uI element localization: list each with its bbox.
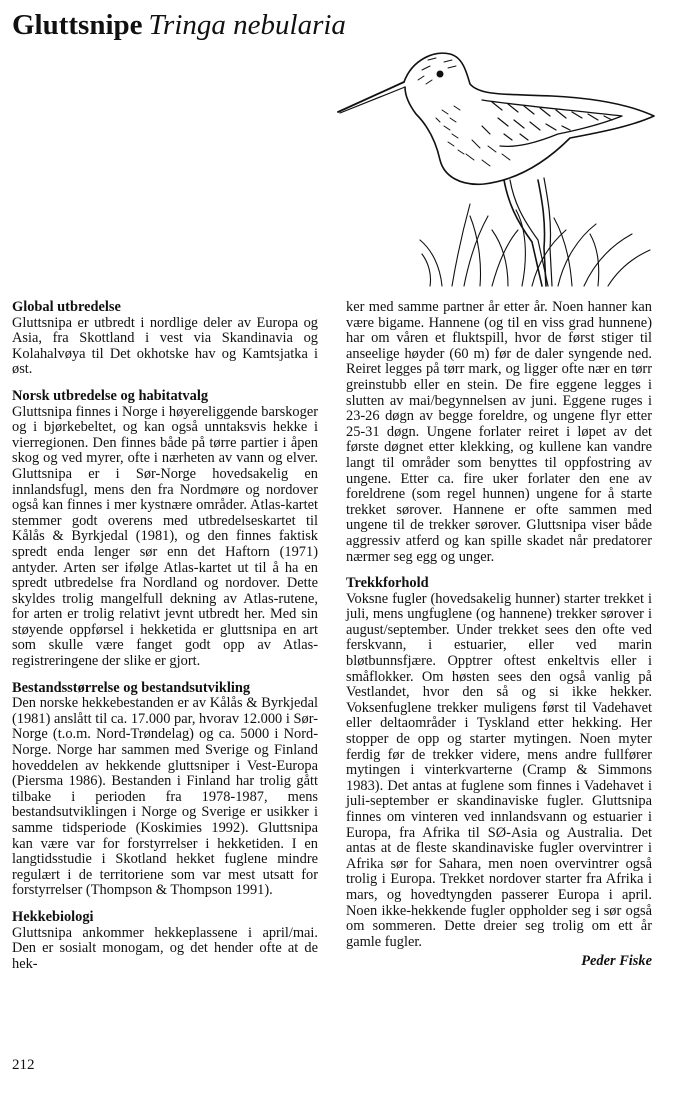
section-heading-norway: Norsk utbredelse og habitatvalg — [12, 387, 209, 404]
species-latin-name: Tringa nebularia — [148, 9, 346, 41]
species-common-name: Gluttsnipe — [12, 9, 143, 41]
section-text-norway: Gluttsnipa finnes i Norge i høyereliggende barskoger og i bjørkebeltet, og kan også unntaksvis hekke i vierregionen. Den finnes både på tørre partier i åpen skog og ved myrer, ofte i nærheten av vann og elver. Gluttsnipa er i Sør-Norge hovedsakelig en innlandsfugl, mens den fra Nordmøre og nordover også kan finnes i mer kystnære områder. Atlas-kartet stemmer godt overens med utbredelseskartet til Kålås & Byrkjedal (1981), og den finnes faktisk spredt enda lenger sør enn det Haftorn (1971) antyder. Arten ser ifølge Atlas-kartet ut til å ha en spredt utbredelse fra Nordland og nordover. Dette skyldes trolig mangelfull dekning av Atlas-rutene, for arten er trolig relativt jevnt utbredt her. Med sin støyende oppførsel i hekketida er gluttsnipa en art som skulle være fanget godt opp av Atlas-registreringene der slike er gjort. — [12, 403, 318, 670]
section-text-breeding-continued: ker med samme partner år etter år. Noen hanner kan være bigame. Hannene (og til en viss grad hunnene) har om våren et fluktspill, hvor de først stiger til anseelige høyder (60 m) før de daler syngende ned. Reiret legges på tørr mark, og ligger ofte nær en tørr greinstubb eller en stein. De fire eggene legges i slutten av mai/begynnelsen av juni. Eggene ruges i 23-26 døgn av begge foreldre, og ungene flyr etter 25-31 døgn. Ungene forlater reiret i løpet av det første døgnet etter klekking, og kullene kan vandre langt til områder som benyttes til oppfostring av ungene. Etter ca. fire uker forlater den ene av foreldrene (som regel hunnen) ungene for å starte trekket sørover. Hannene er ofte sammen med ungene til de trekker sørover. Gluttsnipa viser både aggressiv atferd og kan spille skadet når predatorer nærmer seg egg og unger. — [346, 299, 652, 565]
page-title — [12, 8, 346, 42]
section-text-population: Den norske hekkebestanden er av Kålås & Byrkjedal (1981) anslått til ca. 17.000 par, hvorav 12.000 i Sør-Norge (t.o.m. Nord-Trøndelag) og ca. 5000 i Nord-Norge. Norge har sammen med Sverige og Finland hoveddelen av hekkende gluttsniper i Vest-Europa (Piersma 1986). Bestanden i Finland har trolig gått tilbake i perioden fra 1978-1987, mens bestandsutviklingen i Norge og Sverige er usikker i samme tidsperiode (Koskimies 1992). Gluttsnipa kan være var for forstyrrelser i hekketiden. I en langtidsstudie i Skotland hekket fuglene mindre regulært i de territoriene som var mest utsatt for forstyrrelser (Thompson & Thompson 1991). — [12, 695, 318, 899]
page-number: 212 — [12, 1057, 35, 1073]
author-signature: Peder Fiske — [581, 953, 652, 970]
section-heading-global: Global utbredelse — [12, 299, 121, 315]
section-heading-breeding: Hekkebiologi — [12, 908, 94, 925]
section-text-migration: Voksne fugler (hovedsakelig hunner) starter trekket i juli, mens ungfuglene (og hannene) trekker sørover i august/september. Under trekket sees den ofte ved ferskvann, i estuarier, eller ved marin bløtbunnsfjære. Opptrer oftest enkeltvis eller i småflokker. Om høsten sees den også vanlig på Vestlandet, hvor den så og si ikke hekker. Voksenfuglene trekker muligens først til Vadehavet eller deltaområder i Tyskland etter hekking. Her stopper de opp og starter mytingen. Noen myter ferdig før de trekker videre, mens andre fullfører mytingen i vinterkvarterne (Cramp & Simmons 1983). Det antas at fuglene som finnes i Vadehavet i juli-september er skandinaviske fugler. Gluttsnipa finnes om vinteren ved innlandsvann og estuarier i Europa, fra Afrika til SØ-Asia og Australia. Det antas at de fleste skandinaviske fugler overvintrer i Afrika sør for Sahara, men noen overvintrer også trolig i Europa. Trekket nordover starter fra Afrika i mars, og hovedtyngden passerer Europa i april. Noen ikke-hekkende fugler oppholder seg i sør også om sommeren. Dette dreier seg trolig om ett år gamle fugler. — [346, 590, 652, 950]
right-column — [346, 300, 652, 970]
section-text-global: Gluttsnipa er utbredt i nordlige deler av Europa og Asia, fra Skottland i vest via Skandinavia og Kolahalvøya til Det okhotske hav og Kamtsjatka i øst. — [12, 314, 318, 378]
section-heading-population: Bestandsstørrelse og bestandsutvikling — [12, 679, 251, 696]
left-column — [12, 300, 318, 983]
section-heading-migration: Trekkforhold — [346, 575, 429, 592]
section-text-breeding-start: Gluttsnipa ankommer hekkeplassene i april/mai. Den er sosialt monogam, og det hender ofte at de hek- — [12, 924, 318, 972]
greenshank-illustration — [332, 30, 662, 288]
